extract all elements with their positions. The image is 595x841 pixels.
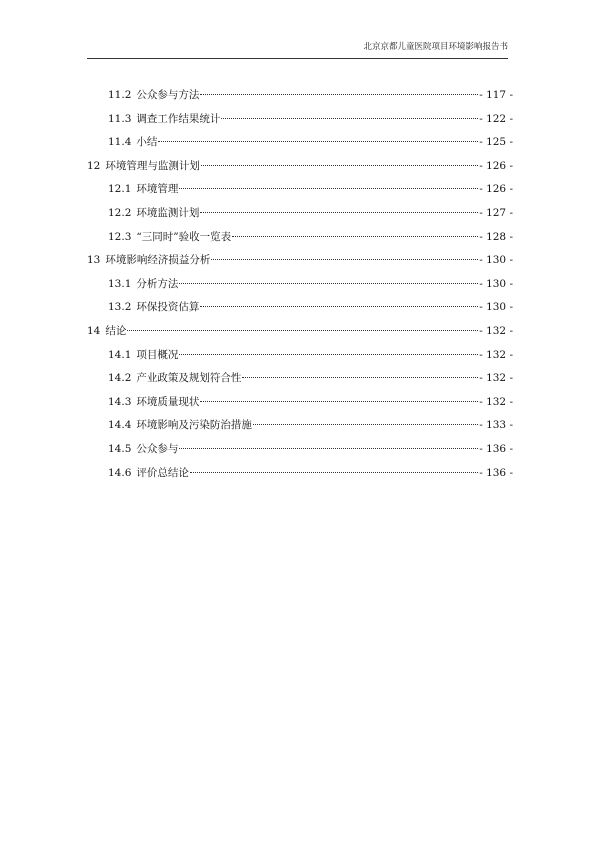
- toc-entry-number: 13.2: [108, 301, 132, 314]
- toc-dot-leader: [179, 188, 478, 189]
- toc-entry-11-3[interactable]: [87, 109, 513, 133]
- toc-entry-page: - 126 -: [479, 183, 513, 196]
- toc-entry-title: 环保投资估算: [136, 301, 200, 314]
- toc-entry-title: 项目概况: [136, 348, 179, 361]
- toc-entry-title: “三同时”验收一览表: [136, 230, 232, 243]
- toc-entry-title: 环境管理与监测计划: [105, 159, 200, 172]
- toc-entry-title: 环境质量现状: [136, 395, 200, 408]
- toc-entry-14-5[interactable]: [87, 439, 513, 463]
- toc-entry-12-3[interactable]: [87, 227, 513, 251]
- toc-entry-number: 11.2: [108, 89, 132, 101]
- toc-entry-12[interactable]: [87, 156, 513, 180]
- toc-entry-number: 14.3: [108, 395, 132, 408]
- toc-entry-number: 14.2: [108, 372, 132, 385]
- toc-entry-number: 12.1: [108, 183, 132, 196]
- toc-entry-number: 14: [87, 324, 101, 337]
- toc-dot-leader: [242, 377, 478, 378]
- toc-entry-title: 分析方法: [136, 277, 179, 290]
- toc-dot-leader: [179, 354, 478, 355]
- toc-entry-13[interactable]: [87, 250, 513, 274]
- toc-entry-page: - 136 -: [479, 466, 513, 479]
- toc-entry-page: - 117 -: [479, 89, 513, 101]
- toc-dot-leader: [200, 401, 478, 402]
- toc-entry-page: - 132 -: [479, 395, 513, 408]
- table-of-contents: [87, 85, 513, 486]
- toc-entry-number: 12: [87, 159, 101, 172]
- toc-dot-leader: [211, 259, 478, 260]
- toc-entry-14-2[interactable]: [87, 368, 513, 392]
- toc-dot-leader: [127, 330, 478, 331]
- toc-entry-title: 环境监测计划: [136, 206, 200, 219]
- toc-entry-page: - 128 -: [479, 230, 513, 243]
- toc-entry-12-2[interactable]: [87, 203, 513, 227]
- toc-entry-title: 调查工作结果统计: [136, 112, 221, 125]
- toc-dot-leader: [253, 424, 478, 425]
- toc-entry-11-4[interactable]: [87, 132, 513, 156]
- toc-entry-page: - 122 -: [479, 112, 513, 125]
- toc-entry-page: - 136 -: [479, 442, 513, 455]
- toc-dot-leader: [158, 141, 478, 142]
- toc-entry-page: - 132 -: [479, 372, 513, 385]
- toc-entry-page: - 130 -: [479, 254, 513, 267]
- toc-dot-leader: [201, 165, 478, 166]
- toc-entry-title: 产业政策及规划符合性: [136, 372, 242, 385]
- toc-entry-page: - 127 -: [479, 206, 513, 219]
- toc-entry-number: 11.3: [108, 112, 132, 125]
- toc-entry-page: - 133 -: [479, 419, 513, 432]
- toc-entry-page: - 132 -: [479, 348, 513, 361]
- header-title: 北京京都儿童医院项目环境影响报告书: [363, 42, 508, 52]
- toc-entry-title: 结论: [105, 324, 127, 337]
- toc-entry-page: - 130 -: [479, 301, 513, 314]
- toc-entry-title: 公众参与: [136, 442, 179, 455]
- toc-dot-leader: [190, 472, 478, 473]
- toc-entry-number: 11.4: [108, 136, 132, 149]
- toc-entry-number: 12.3: [108, 230, 132, 243]
- toc-dot-leader: [232, 236, 478, 237]
- toc-entry-11-2[interactable]: [87, 85, 513, 109]
- toc-entry-title: 公众参与方法: [136, 89, 200, 101]
- toc-entry-14[interactable]: [87, 321, 513, 345]
- toc-entry-page: - 125 -: [479, 136, 513, 149]
- toc-entry-title: 环境影响经济损益分析: [105, 254, 211, 267]
- toc-entry-title: 环境影响及污染防治措施: [136, 419, 252, 432]
- toc-entry-12-1[interactable]: [87, 179, 513, 203]
- toc-dot-leader: [179, 448, 478, 449]
- toc-entry-number: 14.6: [108, 466, 132, 479]
- toc-dot-leader: [221, 118, 478, 119]
- toc-entry-number: 14.1: [108, 348, 132, 361]
- toc-entry-14-1[interactable]: [87, 345, 513, 369]
- toc-entry-13-1[interactable]: [87, 274, 513, 298]
- toc-entry-number: 14.5: [108, 442, 132, 455]
- toc-entry-14-3[interactable]: [87, 392, 513, 416]
- toc-dot-leader: [200, 306, 478, 307]
- toc-entry-title: 小结: [136, 136, 158, 149]
- page-header: [87, 40, 508, 59]
- toc-entry-13-2[interactable]: [87, 297, 513, 321]
- toc-entry-page: - 130 -: [479, 277, 513, 290]
- toc-entry-14-4[interactable]: [87, 415, 513, 439]
- toc-entry-14-6[interactable]: [87, 463, 513, 487]
- toc-entry-number: 13: [87, 254, 101, 267]
- toc-dot-leader: [200, 212, 478, 213]
- toc-entry-number: 14.4: [108, 419, 132, 432]
- toc-entry-page: - 126 -: [479, 159, 513, 172]
- toc-entry-page: - 132 -: [479, 324, 513, 337]
- toc-entry-number: 12.2: [108, 206, 132, 219]
- toc-dot-leader: [179, 283, 478, 284]
- toc-entry-number: 13.1: [108, 277, 132, 290]
- toc-entry-title: 评价总结论: [136, 466, 189, 479]
- toc-entry-title: 环境管理: [136, 183, 179, 196]
- toc-dot-leader: [200, 94, 478, 95]
